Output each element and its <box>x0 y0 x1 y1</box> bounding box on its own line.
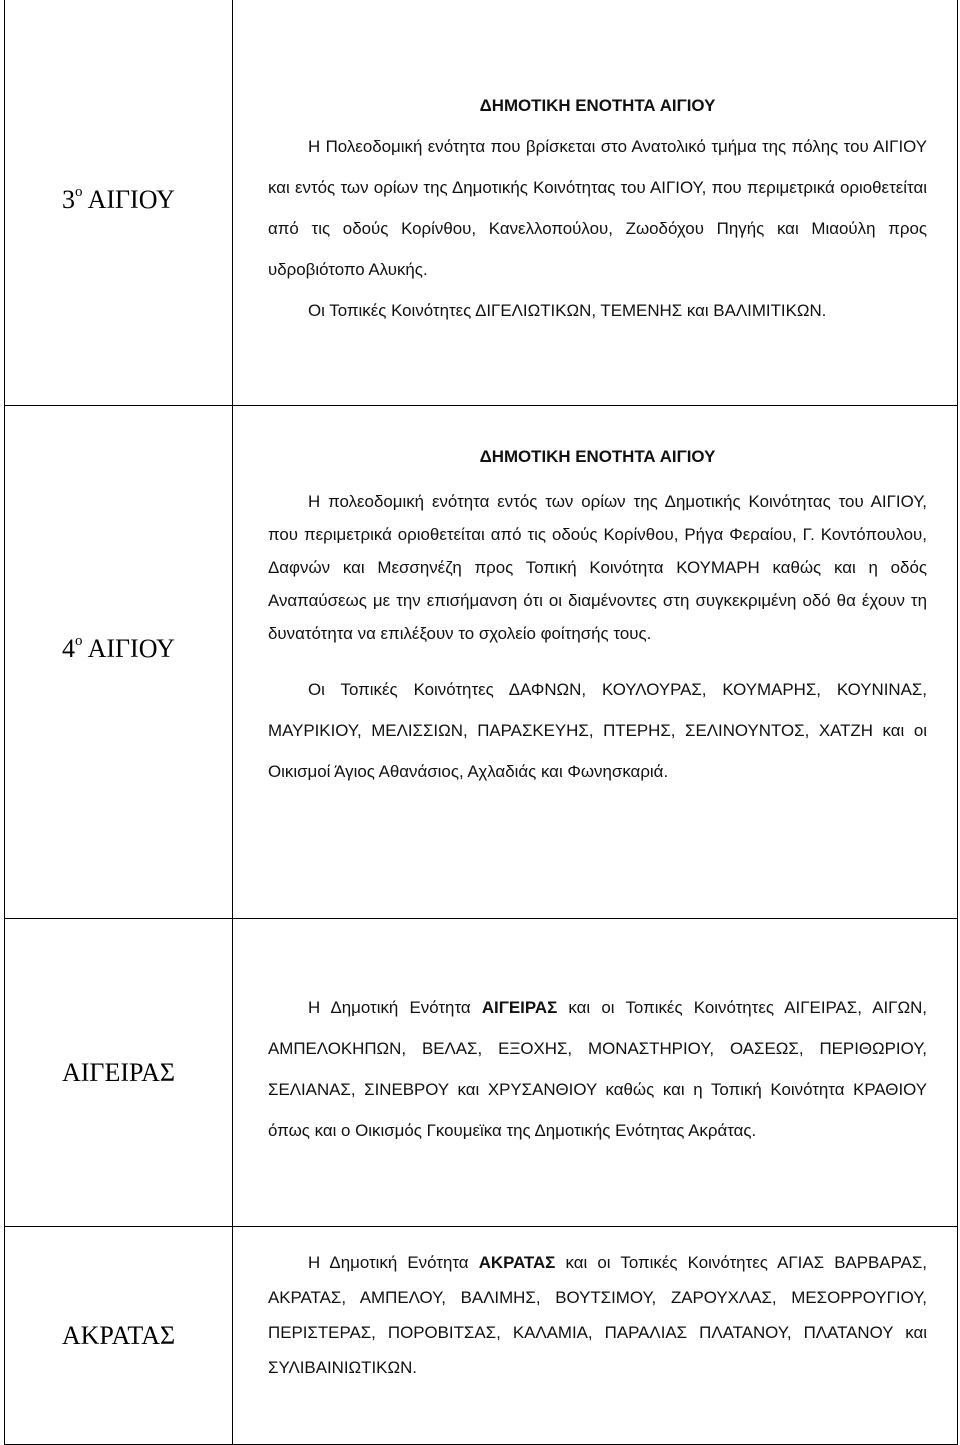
table-row <box>5 406 958 919</box>
description-paragraph: Η Δημοτική Ενότητα ΑΚΡΑΤΑΣ και οι Τοπικές Κοινότητες ΑΓΙΑΣ ΒΑΡΒΑΡΑΣ, ΑΚΡΑΤΑΣ, ΑΜΠΕΛΟΥ, ΒΑΛΙΜΗΣ, ΒΟΥΤΣΙΜΟΥ, ΖΑΡΟΥΧΛΑΣ, ΜΕΣΟΡΡΟΥΓΙΟΥ, ΠΕΡΙΣΤΕΡΑΣ, ΠΟΡΟΒΙΤΣΑΣ, ΚΑΛΑΜΙΑ, ΠΑΡΑΛΙΑΣ ΠΛΑΤΑΝΟΥ, ΠΛΑΤΑΝΟΥ και ΣΥΛΙΒΑΙΝΙΩΤΙΚΩΝ. <box>268 1253 927 1377</box>
communities-paragraph: Οι Τοπικές Κοινότητες ΔΙΓΕΛΙΩΤΙΚΩΝ, ΤΕΜΕΝΗΣ και ΒΑΛΙΜΙΤΙΚΩΝ. <box>308 300 827 320</box>
communities-paragraph: Οι Τοπικές Κοινότητες ΔΑΦΝΩΝ, ΚΟΥΛΟΥΡΑΣ, ΚΟΥΜΑΡΗΣ, ΚΟΥΝΙΝΑΣ, ΜΑΥΡΙΚΙΟΥ, ΜΕΛΙΣΣΙΩΝ, ΠΑΡΑΣΚΕΥΗΣ, ΠΤΕΡΗΣ, ΣΕΛΙΝΟΥΝΤΟΣ, ΧΑΤΖΗ και οι Οικισμοί Άγιος Αθανάσιος, Αχλαδιάς και Φωνησκαριά. <box>268 680 927 781</box>
school-district-table <box>4 0 958 1445</box>
description-paragraph: Η πολεοδομική ενότητα εντός των ορίων της Δημοτικής Κοινότητας του ΑΙΓΙΟΥ, που περιμετρικά οριοθετείται από τις οδούς Κορίνθου, Ρήγα Φεραίου, Γ. Κοντόπουλου, Δαφνών και Μεσσηνέζη προς Τοπική Κοινότητα ΚΟΥΜΑΡΗ καθώς και η οδός Αναπαύσεως με την επισήμανση ότι οι διαμένοντες στη συγκεκριμένη οδό θα έχουν τη δυνατότητα να επιλέξουν το σχολείο φοίτησής τους. <box>268 492 927 643</box>
table-row <box>5 919 958 1227</box>
section-heading: ΔΗΜΟΤΙΚΗ ΕΝΟΤΗΤΑ ΑΙΓΙΟΥ <box>479 95 716 115</box>
district-description-4-aigiou <box>233 406 958 919</box>
district-label-akratas: ΑΚΡΑΤΑΣ <box>5 1227 233 1445</box>
table-row <box>5 1227 958 1445</box>
district-label-3-aigiou: $3^o$ ΑΙΓΙΟΥ <box>5 0 233 406</box>
table-row <box>5 0 958 406</box>
description-paragraph: Η Πολεοδομική ενότητα που βρίσκεται στο Ανατολικό τμήμα της πόλης του ΑΙΓΙΟΥ και εντός των ορίων της Δημοτικής Κοινότητας του ΑΙΓΙΟΥ, που περιμετρικά οριοθετείται από τις οδούς Κορίνθου, Κανελλοπούλου, Ζωοδόχου Πηγής και Μιαούλη προς υδροβιότοπο Αλυκής. <box>268 136 927 279</box>
district-description-akratas <box>233 1227 958 1445</box>
district-description-3-aigiou <box>233 0 958 406</box>
description-paragraph: Η Δημοτική Ενότητα ΑΙΓΕΙΡΑΣ και οι Τοπικές Κοινότητες ΑΙΓΕΙΡΑΣ, ΑΙΓΩΝ, ΑΜΠΕΛΟΚΗΠΩΝ, ΒΕΛΑΣ, ΕΞΟΧΗΣ, ΜΟΝΑΣΤΗΡΙΟΥ, ΟΑΣΕΩΣ, ΠΕΡΙΘΩΡΙΟΥ, ΣΕΛΙΑΝΑΣ, ΣΙΝΕΒΡΟΥ και ΧΡΥΣΑΝΘΙΟΥ καθώς και η Τοπική Κοινότητα ΚΡΑΘΙΟΥ όπως και ο Οικισμός Γκουμεϊκα της Δημοτικής Ενότητας Ακράτας. <box>268 998 927 1140</box>
district-description-aigeiras <box>233 919 958 1227</box>
section-heading: ΔΗΜΟΤΙΚΗ ΕΝΟΤΗΤΑ ΑΙΓΙΟΥ <box>479 447 716 466</box>
district-label-4-aigiou: $4^o$ ΑΙΓΙΟΥ <box>5 406 233 919</box>
district-label-aigeiras: ΑΙΓΕΙΡΑΣ <box>5 919 233 1227</box>
